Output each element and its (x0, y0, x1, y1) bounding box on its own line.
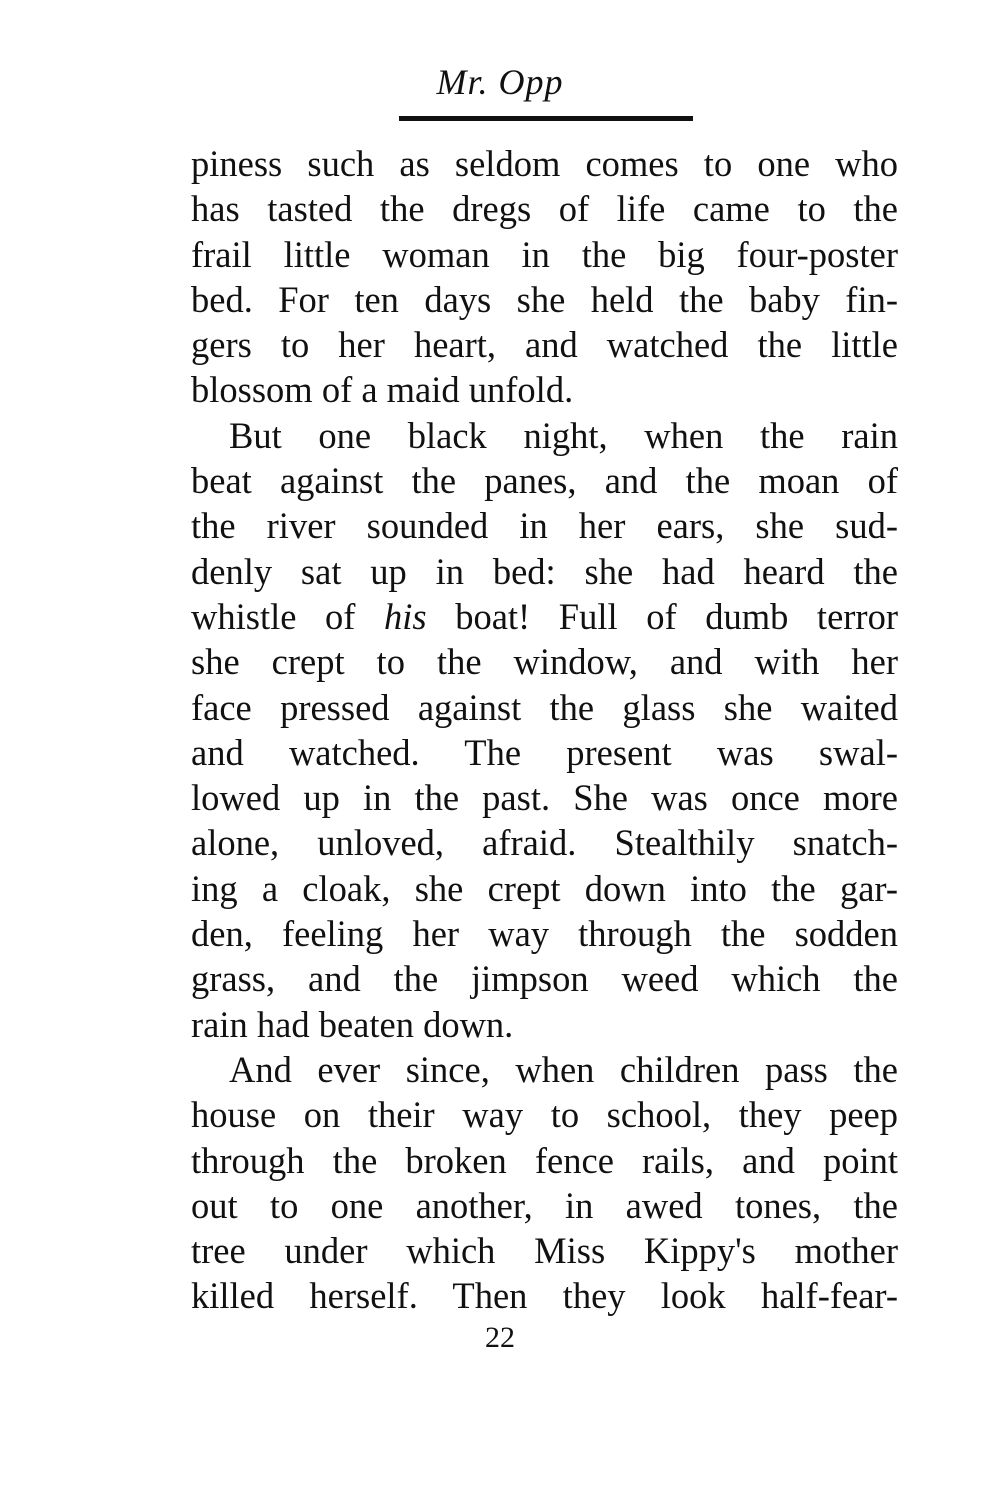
text-line: out to one another, in awed tones, the (191, 1184, 898, 1226)
text-line: But one black night, when the rain (229, 414, 898, 456)
paragraph (191, 1047, 898, 1319)
text-line: through the broken fence rails, and point (191, 1139, 898, 1181)
text-run: whistle of (191, 595, 385, 637)
text-line: frail little woman in the big four-poster (191, 233, 898, 275)
text-line: killed herself. Then they look half-fear- (191, 1275, 898, 1317)
head-rule (399, 116, 693, 121)
text-line: denly sat up in bed: she had heard the (191, 550, 898, 592)
text-line: lowed up in the past. She was once more (191, 777, 898, 819)
page-number: 22 (485, 1321, 515, 1354)
text-line: grass, and the jimpson weed which the (191, 958, 898, 1000)
text-line: tree under which Miss Kippy's mother (191, 1230, 898, 1272)
text-line: gers to her heart, and watched the little (191, 324, 898, 366)
text-line: face pressed against the glass she waited (191, 686, 898, 728)
text-line (191, 594, 898, 639)
text-line: bed. For ten days she held the baby fin- (191, 278, 898, 320)
body-text (191, 141, 898, 1319)
text-line: ing a cloak, she crept down into the gar- (191, 867, 898, 909)
text-line: has tasted the dregs of life came to the (191, 188, 898, 230)
text-line: she crept to the window, and with her (191, 641, 898, 683)
paragraph (191, 141, 898, 413)
text-line: house on their way to school, they peep (191, 1094, 898, 1136)
running-head: Mr. Opp (436, 62, 564, 102)
text-line: and watched. The present was swal- (191, 731, 898, 773)
emphasis-text: his (384, 595, 427, 637)
text-line: And ever since, when children pass the (229, 1048, 898, 1090)
text-line: rain had beaten down. (191, 1003, 514, 1045)
text-line: den, feeling her way through the sodden (191, 913, 898, 955)
text-run: boat! Full of dumb terror (426, 595, 898, 637)
text-line: alone, unloved, afraid. Stealthily snatch- (191, 822, 898, 864)
paragraph (191, 413, 898, 1047)
text-line: the river sounded in her ears, she sud- (191, 505, 898, 547)
text-line: beat against the panes, and the moan of (191, 460, 898, 502)
text-line: blossom of a maid unfold. (191, 369, 574, 411)
text-line: piness such as seldom comes to one who (191, 143, 898, 184)
